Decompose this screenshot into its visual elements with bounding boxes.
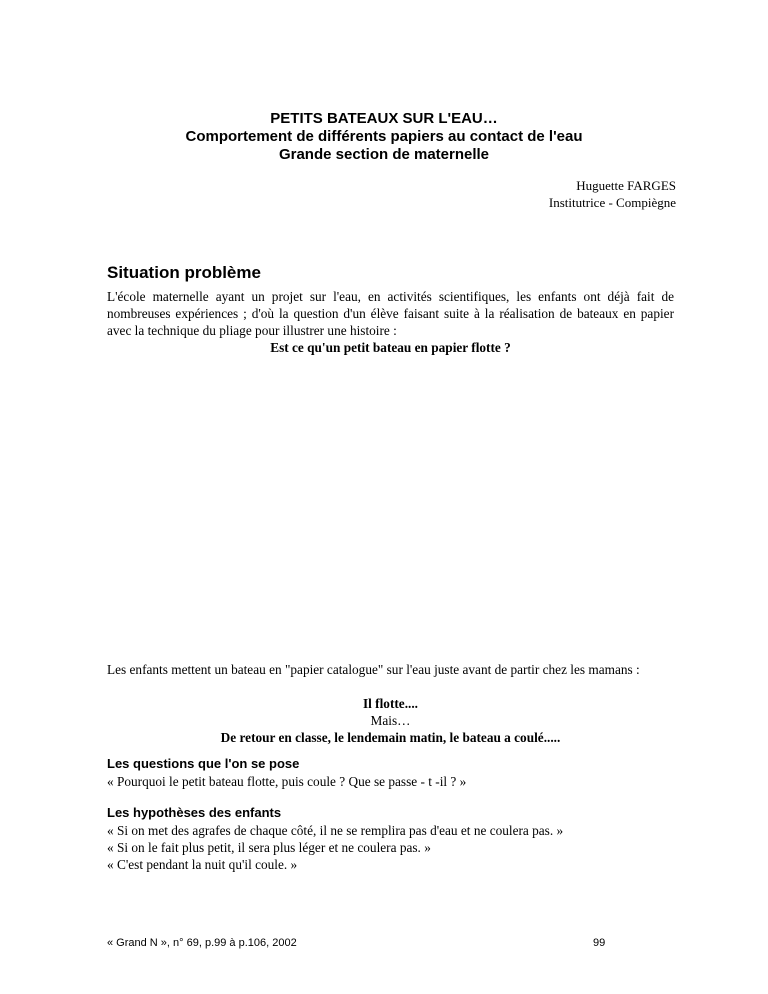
hypothesis-item: « Si on le fait plus petit, il sera plus léger et ne coulera pas. » [107, 840, 431, 855]
document-title-line-3: Grande section de maternelle [278, 146, 490, 163]
observation-paragraph: Les enfants mettent un bateau en "papier catalogue" sur l'eau juste avant de partir chez les mamans : [107, 662, 640, 677]
hypothesis-item: « Si on met des agrafes de chaque côté, il ne se remplira pas d'eau et ne coulera pas. » [107, 823, 564, 838]
observation-line-2: Mais… [370, 713, 411, 728]
footer-citation: « Grand N », n° 69, p.99 à p.106, 2002 [107, 937, 297, 949]
observation-line-3: De retour en classe, le lendemain matin, le bateau a coulé..... [220, 730, 561, 745]
situation-question: Est ce qu'un petit bateau en papier flotte ? [270, 340, 511, 355]
author-name: Huguette FARGES [576, 178, 676, 193]
heading-situation-probleme: Situation problème [107, 263, 261, 282]
author-role: Institutrice - Compiègne [548, 195, 676, 210]
heading-questions: Les questions que l'on se pose [107, 756, 300, 771]
observation-line-1: Il flotte.... [362, 696, 419, 711]
hypothesis-item: « C'est pendant la nuit qu'il coule. » [107, 857, 298, 872]
questions-text: « Pourquoi le petit bateau flotte, puis coule ? Que se passe - t -il ? » [107, 774, 467, 789]
heading-hypotheses: Les hypothèses des enfants [107, 805, 282, 820]
situation-paragraph: L'école maternelle ayant un projet sur l'eau, en activités scientifiques, les enfants ont déjà fait de nombreuses expériences ; d'où la question d'un élève faisant suite à la réalisation de bateaux en papier avec la technique du pliage pour illustrer une histoire : [107, 289, 674, 338]
document-title-line-2: Comportement de différents papiers au contact de l'eau [185, 128, 583, 145]
footer-page-number: 99 [593, 937, 606, 949]
document-title-line-1: PETITS BATEAUX SUR L'EAU… [270, 110, 498, 127]
